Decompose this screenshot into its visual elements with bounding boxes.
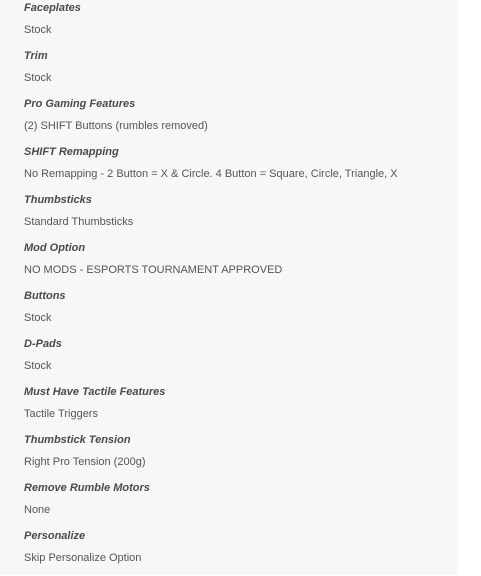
option-trim (24, 48, 458, 96)
option-value: Tactile Triggers (24, 408, 98, 420)
option-value: NO MODS - ESPORTS TOURNAMENT APPROVED (24, 264, 283, 276)
option-list (24, 0, 458, 576)
option-value: None (24, 504, 51, 516)
option-title: Pro Gaming Features (24, 98, 136, 110)
option-title: Trim (24, 50, 48, 62)
option-thumbsticks (24, 192, 458, 240)
option-title: Faceplates (24, 2, 81, 14)
option-title: Personalize (24, 530, 86, 542)
option-value: Skip Personalize Option (24, 552, 142, 564)
option-value: Stock (24, 360, 52, 372)
option-value: Stock (24, 312, 52, 324)
option-title: Remove Rumble Motors (24, 482, 150, 494)
option-value: No Remapping - 2 Button = X & Circle. 4 Button = Square, Circle, Triangle, X (24, 168, 398, 180)
option-buttons (24, 288, 458, 336)
option-personalize (24, 528, 458, 576)
option-title: Buttons (24, 290, 66, 302)
option-title: Thumbsticks (24, 194, 92, 206)
option-thumbstick-tension (24, 432, 458, 480)
option-value: (2) SHIFT Buttons (rumbles removed) (24, 120, 208, 132)
option-d-pads (24, 336, 458, 384)
option-pro-gaming-features (24, 96, 458, 144)
option-title: D-Pads (24, 338, 62, 350)
option-value: Standard Thumbsticks (24, 216, 134, 228)
option-shift-remapping (24, 144, 458, 192)
option-faceplates (24, 0, 458, 48)
option-title: Mod Option (24, 242, 86, 254)
option-title: Must Have Tactile Features (24, 386, 166, 398)
option-value: Stock (24, 24, 52, 36)
option-title: Thumbstick Tension (24, 434, 131, 446)
option-remove-rumble-motors (24, 480, 458, 528)
option-value: Stock (24, 72, 52, 84)
option-title: SHIFT Remapping (24, 146, 119, 158)
option-tactile-features (24, 384, 458, 432)
option-mod-option (24, 240, 458, 288)
option-value: Right Pro Tension (200g) (24, 456, 146, 468)
